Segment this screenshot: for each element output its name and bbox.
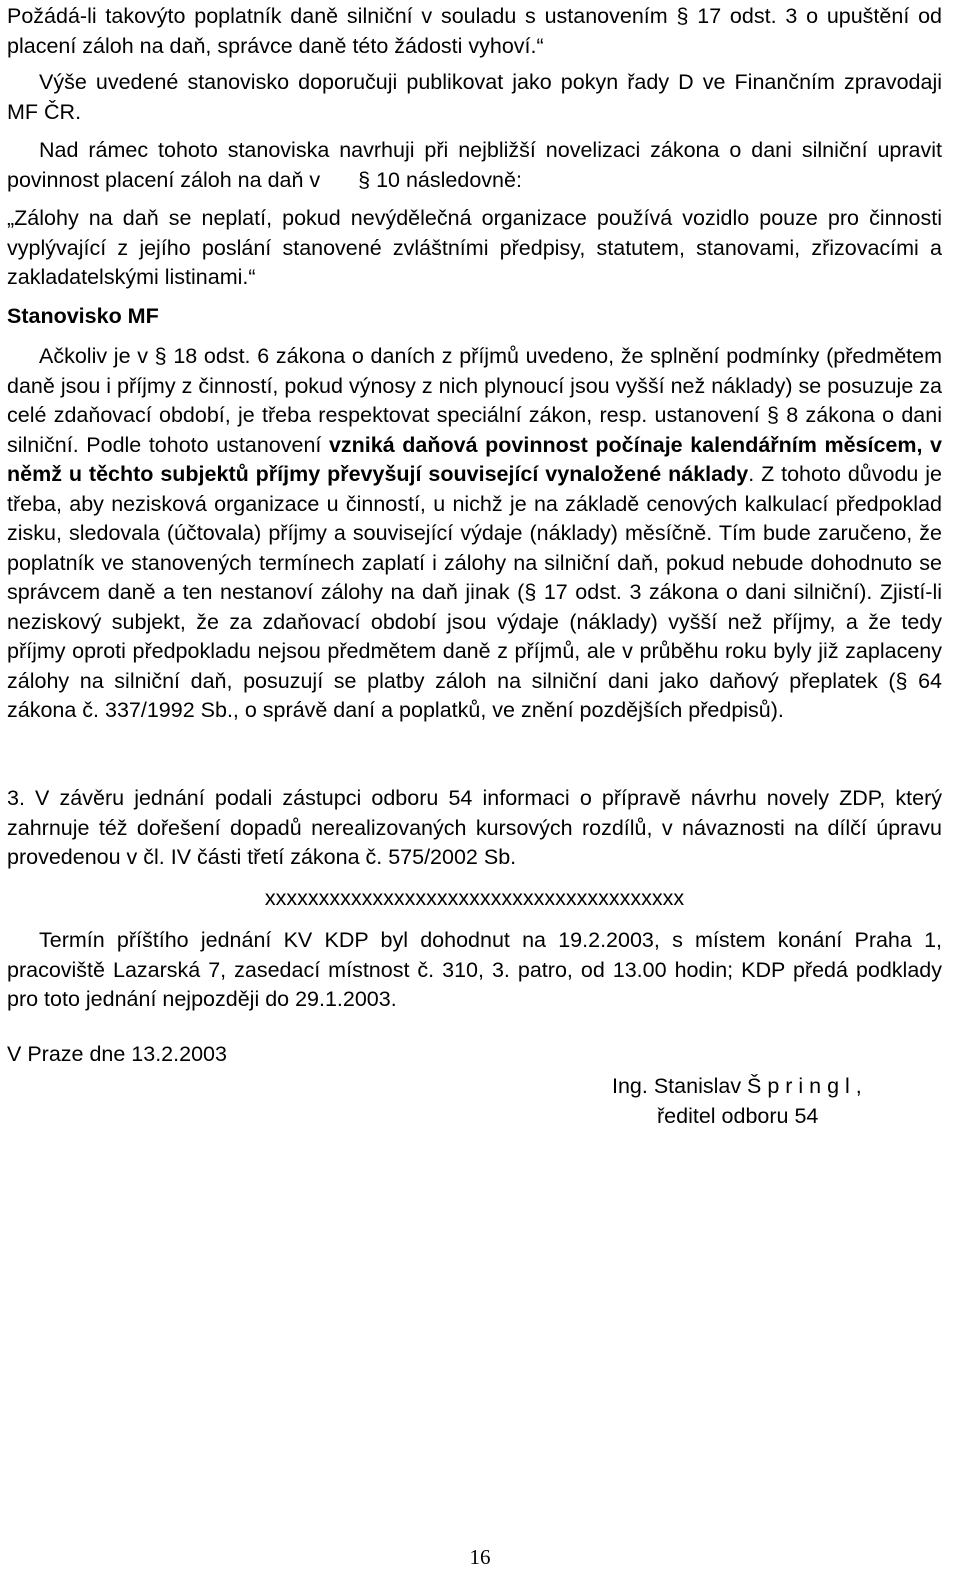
heading-stanovisko-mf: Stanovisko MF: [7, 304, 159, 328]
paragraph-doporuceni: Výše uvedené stanovisko doporučuji publikovat jako pokyn řady D ve Finančním zpravodaji MF ČR.: [7, 70, 942, 124]
bold-emphasis: vzniká daňová povinnost počínaje kalendářním měsícem, v němž u těchto subjektů příjmy převyšují související vynaložené náklady: [7, 432, 942, 486]
date-line: V Praze dne 13.2.2003: [7, 1042, 227, 1066]
signature-title: ředitel odboru 54: [657, 1104, 819, 1128]
paragraph-navrh-novelizace: Nad rámec tohoto stanoviska navrhuji při nejbližší novelizaci zákona o dani silniční upravit povinnost placení záloh na daň v § 10 následovně:: [7, 138, 942, 192]
separator-line: xxxxxxxxxxxxxxxxxxxxxxxxxxxxxxxxxxxxxxx: [264, 886, 685, 910]
paragraph-upusteni: Požádá-li takovýto poplatník daně silniční v souladu s ustanovením § 17 odst. 3 o upuštění od placení záloh na daň, správce daně této žádosti vyhoví.“: [7, 4, 942, 58]
paragraph-bod-3: 3. V závěru jednání podali zástupci odboru 54 informaci o přípravě návrhu novely ZDP, který zahrnuje též dořešení dopadů nerealizovaných kursových rozdílů, v návaznosti na dílčí úpravu provedenou v čl. IV části třetí zákona č. 575/2002 Sb.: [7, 786, 942, 869]
page-number: 16: [469, 1545, 491, 1569]
paragraph-termin-jednani: Termín příštího jednání KV KDP byl dohodnut na 19.2.2003, s místem konání Praha 1, pracoviště Lazarská 7, zasedací místnost č. 310, 3. patro, od 13.00 hodin; KDP předá podklady pro toto jednání nejpozději do 29.1.2003.: [7, 928, 942, 1011]
paragraph-zalohy-citace: „Zálohy na daň se neplatí, pokud nevýdělečná organizace používá vozidlo pouze pro činnosti vyplývající z jejího poslání stanovené zvláštními předpisy, statutem, stanovami, zřizovacími a zakladatelskými listinami.“: [7, 206, 942, 289]
signature-name: Ing. Stanislav Š p r i n g l ,: [612, 1074, 862, 1098]
paragraph-stanovisko-text: Ačkoliv je v § 18 odst. 6 zákona o daních z příjmů uvedeno, že splnění podmínky (předmětem daně jsou i příjmy z činností, pokud výnosy z nich plynoucí jsou vyšší než náklady) se posuzuje za celé zdaňovací období, je třeba respektovat speciální zákon, resp. ustanovení § 8 zákona o dani silniční. Podle tohoto ustanovení vzniká daňová povinnost počínaje kalendářním měsícem, v němž u těchto subjektů příjmy převyšují související vynaložené náklady. Z tohoto důvodu je třeba, aby nezisková organizace u činností, u nichž je na základě cenových kalkulací předpoklad zisku, sledovala (účtovala) příjmy a související výdaje (náklady) měsíčně. Tím bude zaručeno, že poplatník ve stanovených termínech zaplatí i zálohy na silniční daň, pokud nebude dohodnuto se správcem daně a ten nestanoví zálohy na daň jinak (§ 17 odst. 3 zákona o dani silniční). Zjistí-li neziskový subjekt, že za zdaňovací období jsou výdaje (náklady) vyšší než příjmy, a že tedy příjmy oproti předpokladu nejsou předmětem daně z příjmů, ale v průběhu roku byly již zaplaceny zálohy na silniční daň, posuzují se platby záloh na silniční dani jako daňový přeplatek (§ 64 zákona č. 337/1992 Sb., o správě daní a poplatků, ve znění pozdějších předpisů).: [7, 344, 943, 722]
